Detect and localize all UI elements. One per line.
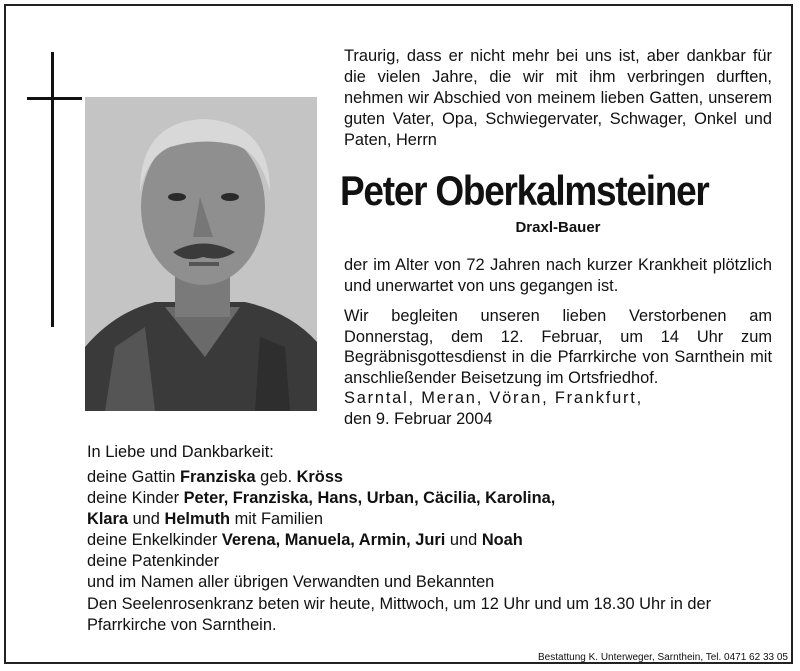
children-names: Peter, Franziska, Hans, Urban, Cäcilia, Karolina, bbox=[183, 489, 556, 507]
family-list bbox=[87, 442, 787, 593]
grandchildren-prefix: deine Enkelkinder bbox=[87, 531, 222, 549]
grandchildren-und: und bbox=[445, 531, 482, 549]
farm-name: Draxl-Bauer bbox=[515, 219, 601, 236]
deceased-name: Peter Oberkalmsteiner bbox=[340, 167, 709, 214]
cross-horizontal-bar bbox=[27, 97, 82, 100]
family-grandchildren bbox=[87, 530, 787, 551]
rosary-notice: Den Seelenrosenkranz beten wir heute, Mittwoch, um 12 Uhr und um 18.30 Uhr in der Pfarrkirche von Sarnthein. bbox=[87, 595, 712, 634]
portrait-photo bbox=[85, 97, 317, 411]
children-last2: Helmuth bbox=[164, 510, 231, 528]
grandchildren-names: Verena, Manuela, Armin, Juri bbox=[221, 531, 446, 549]
wife-mid: geb. bbox=[255, 468, 297, 486]
children-suffix: mit Familien bbox=[230, 510, 323, 528]
family-children bbox=[87, 488, 787, 509]
funeral-home-footer: Bestattung K. Unterweger, Sarnthein, Tel. 0471 62 33 05 bbox=[538, 652, 788, 663]
children-und: und bbox=[128, 510, 165, 528]
wife-maiden-name: Kröss bbox=[296, 468, 344, 486]
family-relatives: und im Namen aller übrigen Verwandten und Bekannten bbox=[87, 573, 495, 591]
family-godchildren: deine Patenkinder bbox=[87, 552, 220, 570]
family-wife bbox=[87, 467, 787, 488]
children-prefix: deine Kinder bbox=[87, 489, 184, 507]
death-paragraph: der im Alter von 72 Jahren nach kurzer Krankheit plötzlich und unerwartet von uns gegangen ist. bbox=[344, 256, 772, 295]
intro-text: Traurig, dass er nicht mehr bei uns ist, aber dankbar für die vielen Jahre, die wir mit ihm verbringen durften, nehmen wir Abschied von meinem lieben Gatten, unserem guten Vater, Opa, Schwiegervater, Schwager, Onkel und Paten, Herrn bbox=[344, 47, 772, 149]
children-last1: Klara bbox=[87, 510, 129, 528]
cross-vertical-bar bbox=[51, 52, 54, 327]
place-line: Sarntal, Meran, Vöran, Frankfurt, bbox=[344, 389, 643, 407]
wife-prefix: deine Gattin bbox=[87, 468, 180, 486]
place-date bbox=[344, 388, 772, 429]
funeral-paragraph: Wir begleiten unseren lieben Verstorbenen am Donnerstag, dem 12. Februar, um 14 Uhr zum Begräbnisgottesdienst in die Pfarrkirche von Sarnthein mit anschließender Beisetzung im Ortsfriedhof. bbox=[344, 307, 772, 387]
family-heading: In Liebe und Dankbarkeit: bbox=[87, 443, 274, 461]
wife-name: Franziska bbox=[179, 468, 256, 486]
grandchildren-last: Noah bbox=[481, 531, 523, 549]
family-children-cont bbox=[87, 509, 787, 530]
date-line: den 9. Februar 2004 bbox=[344, 409, 493, 428]
